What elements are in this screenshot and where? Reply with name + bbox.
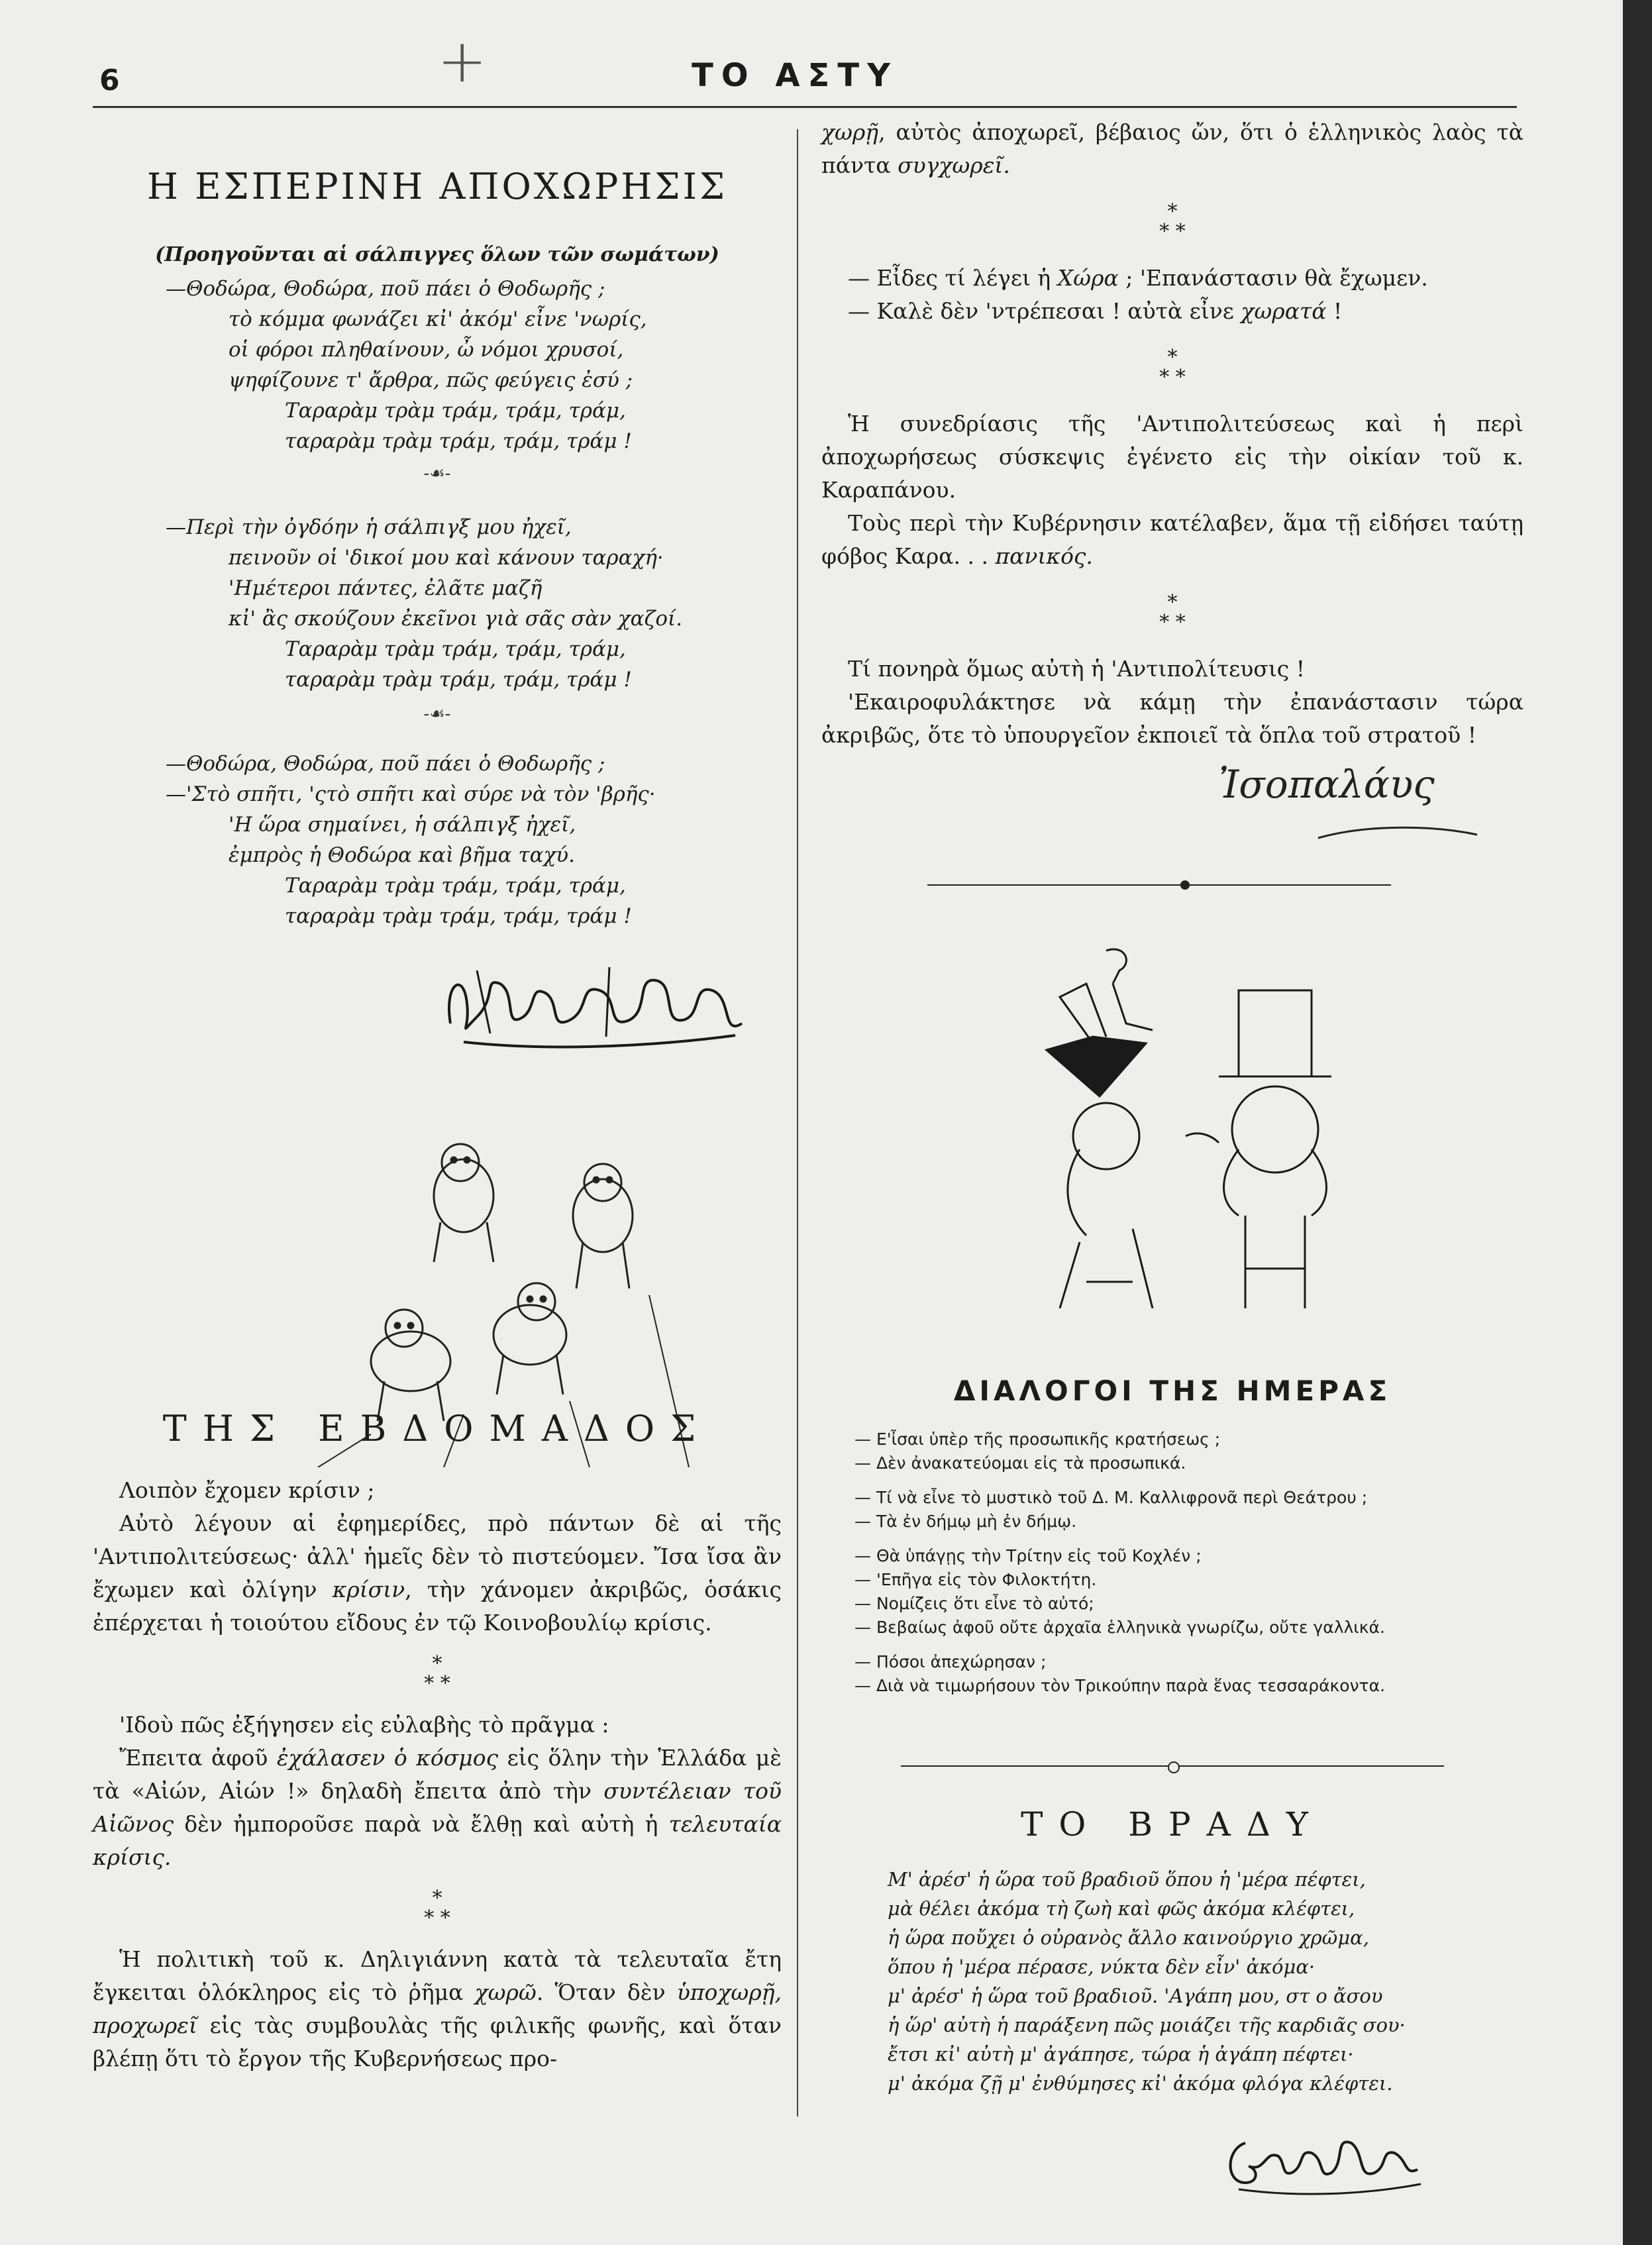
asterism: * * * [1159, 200, 1186, 243]
column-divider [797, 129, 798, 2116]
dialogue-line: — Νομίζεις ὅτι εἶνε τὸ αὐτό; [854, 1594, 1094, 1613]
paragraph: Τοὺς περὶ τὴν Κυβέρνησιν κατέλαβεν, ἅμα τῇ εἰδήσει ταύτῃ φόβος Καρα. . . πανικός. [821, 510, 1523, 569]
poem-title-text: Η ΕΣΠΕΡΙΝΗ ΑΠΟΧΩΡΗΣΙΣ [146, 166, 728, 207]
paragraph: 'Ιδοὺ πῶς ἐξήγησεν εἰς εὐλαβὴς τὸ πρᾶγμα : [119, 1712, 609, 1738]
section-title-week [93, 1408, 782, 1449]
poem-stanza-3 [166, 749, 656, 931]
poem-stanza-1 [166, 274, 647, 456]
section-divider [927, 884, 1391, 886]
dialogue-line: — Βεβαίως ἀφοῦ οὔτε ἀρχαῖα ἑλληνικὰ γνωρίζω, οὔτε γαλλικά. [854, 1618, 1385, 1637]
masthead: ΤΟ ΑΣΤΥ [692, 57, 898, 94]
poem-stanza-2 [166, 512, 682, 695]
poem-line: ταραρὰμ τρὰμ τράμ, τράμ, τράμ ! [285, 429, 632, 453]
poem-line: μ' ἀρέσ' ἡ ὥρα τοῦ βραδιοῦ. 'Αγάπη μου, στ ο ἄσου [888, 1985, 1383, 2007]
divider-dot [1168, 1761, 1180, 1773]
caricature-illustration [1020, 937, 1351, 1308]
header-rule [93, 106, 1517, 108]
poem-line: —Θοδώρα, Θοδώρα, ποῦ πάει ὁ Θοδωρῆς ; [166, 277, 605, 301]
poem-line: 'Ημέτεροι πάντες, ἐλᾶτε μαζῆ [229, 576, 542, 600]
ornament-divider: -☙- [423, 464, 451, 484]
dialogue-group [854, 1650, 1385, 1698]
signature-3 [1219, 2123, 1431, 2203]
week-title-text: ΤΗΣ ΕΒΔΟΜΑΔΟΣ [162, 1408, 712, 1449]
signature-1 [437, 957, 755, 1057]
dialogue-line: — Θὰ ὑπάγῃς τὴν Τρίτην εἰς τοῦ Κοχλέν ; [854, 1546, 1202, 1565]
paragraph: Ἡ συνεδρίασις τῆς 'Αντιπολιτεύσεως καὶ ἡ περὶ ἀποχωρήσεως σύσκεψις ἐγένετο εἰς τὴν οἰκίαν τοῦ κ. Καραπάνου. [821, 411, 1523, 503]
pencil-mark: + [437, 26, 488, 96]
poem-line: —'Στὸ σπῆτι, 'ςτὸ σπῆτι καὶ σύρε νὰ τὸν 'βρῆς· [166, 782, 656, 806]
dialogue-line: — Πόσοι ἀπεχώρησαν ; [854, 1652, 1047, 1671]
signature-2: Ἰσοπαλάυς [1219, 762, 1435, 807]
evening-title [821, 1805, 1523, 1844]
dialogue-line: — 'Επῆγα εἰς τὸν Φιλοκτήτη. [854, 1570, 1097, 1589]
paragraph: Ἡ πολιτικὴ τοῦ κ. Δηλιγιάννη κατὰ τὰ τελευταῖα ἔτη ἔγκειται ὁλόκληρος εἰς τὸ ῥῆμα χωρῶ. Ὅταν δὲν ὑποχωρῇ, προχωρεῖ εἰς τὰς συμβουλὰς τῆς φιλικῆς φωνῆς, καὶ ὅταν βλέπῃ ὅτι τὸ ἔργον τῆς Κυβερνήσεως προ- [93, 1946, 782, 2071]
paragraph: Τί πονηρὰ ὅμως αὐτὴ ἡ 'Αντιπολίτευσις ! [848, 656, 1306, 682]
dialogue-line: — Τί νὰ εἶνε τὸ μυστικὸ τοῦ Δ. Μ. Καλλιφρονᾶ περὶ Θεάτρου ; [854, 1488, 1368, 1507]
poem-line: τὸ κόμμα φωνάζει κἰ' ἀκόμ' εἶνε 'νωρίς, [229, 307, 647, 331]
asterism: * * * [1159, 591, 1186, 634]
dialogues-title [821, 1375, 1523, 1407]
poem-line: ἡ ὥρ' αὐτὴ ἡ παράξενη πῶς μοιάζει τῆς καρδιᾶς σου· [888, 2014, 1406, 2036]
poem-line: ψηφίζουνε τ' ἄρθρα, πῶς φεύγεις ἐσύ ; [229, 368, 633, 392]
evening-poem [888, 1865, 1406, 2098]
dialogues-list [854, 1428, 1385, 1708]
signature-2-flourish [1312, 818, 1484, 845]
poem-line: Ταραρὰμ τρὰμ τράμ, τράμ, τράμ, [285, 874, 626, 898]
dialogues-title-text: ΔΙΑΛΟΓΟΙ ΤΗΣ ΗΜΕΡΑΣ [953, 1375, 1392, 1407]
poem-subtitle [93, 243, 782, 266]
poem-line: ταραρὰμ τρὰμ τράμ, τράμ, τράμ ! [285, 904, 632, 928]
page-number: 6 [99, 64, 120, 97]
divider-dot [1180, 880, 1190, 890]
dialogue-line: — Τὰ ἐν δήμῳ μὴ ἐν δήμῳ. [854, 1512, 1077, 1531]
poem-line: οἱ φόροι πληθαίνουν, ὦ νόμοι χρυσοί, [229, 338, 624, 362]
paragraph: — Καλὲ δὲν 'ντρέπεσαι ! αὐτὰ εἶνε χωρατά ! [848, 298, 1343, 324]
poem-line: —Θοδώρα, Θοδώρα, ποῦ πάει ὁ Θοδωρῆς ; [166, 752, 605, 776]
dialogue-group [854, 1428, 1385, 1475]
poem-line: 'Η ὥρα σημαίνει, ἡ σάλπιγξ ἠχεῖ, [229, 813, 576, 837]
poem-title [93, 166, 782, 207]
poem-line: —Περὶ τὴν ὀγδόην ἡ σάλπιγξ μου ἠχεῖ, [166, 515, 572, 539]
dialogue-line: — Ε'ἶσαι ὑπὲρ τῆς προσωπικῆς κρατήσεως ; [854, 1430, 1221, 1449]
asterism: * * * [424, 1887, 450, 1930]
asterism: * * * [1159, 346, 1186, 389]
paragraph: χωρῇ, αὐτὸς ἀποχωρεῖ, βέβαιος ὤν, ὅτι ὁ ἑλληνικὸς λαὸς τὰ πάντα συγχωρεῖ. [821, 119, 1523, 178]
poem-line: πεινοῦν οἱ 'δικοί μου καὶ κάνουν ταραχή· [229, 546, 664, 570]
paragraph: Αὐτὸ λέγουν αἱ ἐφημερίδες, πρὸ πάντων δὲ αἱ τῆς 'Αντιπολιτεύσεως· ἀλλ' ἡμεῖς δὲν τὸ πιστεύομεν. Ἴσα ἴσα ἂν ἔχωμεν καὶ ὀλίγην κρίσιν, τὴν χάνομεν ἀκριβῶς, ὁσάκις ἐπέρχεται ἡ τοιούτου εἴδους ἐν τῷ Κοινοβουλίῳ κρίσις. [93, 1510, 782, 1636]
poem-line: μὰ θέλει ἀκόμα τὴ ζωὴ καὶ φῶς ἀκόμα κλέφτει, [888, 1897, 1355, 1920]
dialogue-line: — Διὰ νὰ τιμωρήσουν τὸν Τρικούπην παρὰ ἕνας τεσσαράκοντα. [854, 1676, 1386, 1695]
week-article-continued [821, 116, 1523, 752]
paragraph: Λοιπὸν ἔχομεν κρίσιν ; [119, 1477, 375, 1503]
paragraph: Ἔπειτα ἀφοῦ ἐχάλασεν ὁ κόσμος εἰς ὅλην τὴν Ἑλλάδα μὲ τὰ «Αἰών, Αἰών !» δηλαδὴ ἔπειτα ἀπὸ τὴν συντέλειαν τοῦ Αἰῶνος δὲν ἠμποροῦσε παρὰ νὰ ἔλθῃ καὶ αὐτὴ ἡ τελευταία κρίσις. [93, 1745, 782, 1870]
poem-line: ἡ ὥρα ποὔχει ὁ οὐρανὸς ἄλλο καινούργιο χρῶμα, [888, 1926, 1369, 1949]
paragraph: — Εἶδες τί λέγει ἡ Χώρα ; 'Επανάστασιν θὰ ἔχωμεν. [848, 265, 1428, 291]
dialogue-line: — Δὲν ἀνακατεύομαι εἰς τὰ προσωπικά. [854, 1453, 1186, 1473]
poem-line: ὅπου ἡ 'μέρα πέρασε, νύκτα δὲν εἶν' ἀκόμα· [888, 1956, 1316, 1978]
dialogue-group [854, 1544, 1385, 1640]
poem-line: ἐμπρὸς ἡ Θοδώρα καὶ βῆμα ταχύ. [229, 843, 575, 867]
poem-line: Ταραρὰμ τρὰμ τράμ, τράμ, τράμ, [285, 399, 626, 423]
poem-line: Ταραρὰμ τρὰμ τράμ, τράμ, τράμ, [285, 637, 626, 661]
paragraph: 'Εκαιροφυλάκτησε νὰ κάμῃ τὴν ἐπανάστασιν τώρα ἀκριβῶς, ὅτε τὸ ὑπουργεῖον ἐκποιεῖ τὰ ὅπλα τοῦ στρατοῦ ! [821, 689, 1523, 748]
asterism: * * * [424, 1652, 450, 1695]
week-article [93, 1474, 782, 2075]
ornament-divider: -☙- [423, 704, 451, 724]
poem-line: κἰ' ἂς σκούζουν ἐκεῖνοι γιὰ σᾶς σὰν χαζοί. [229, 607, 683, 631]
scan-edge [1623, 0, 1652, 2245]
poem-line: ταραρὰμ τρὰμ τράμ, τράμ, τράμ ! [285, 668, 632, 692]
poem-line: Μ' ἀρέσ' ἡ ὥρα τοῦ βραδιοῦ ὅπου ἡ 'μέρα πέφτει, [888, 1868, 1366, 1891]
poem-line: μ' ἀκόμα ζῇ μ' ἐνθύμησες κἰ' ἀκόμα φλόγα κλέφτει. [888, 2072, 1393, 2095]
dialogue-group [854, 1486, 1385, 1534]
evening-title-text: ΤΟ ΒΡΑΔΥ [1021, 1805, 1324, 1844]
poem-subtitle-text: (Προηγοῦνται αἱ σάλπιγγες ὅλων τῶν σωμάτων) [155, 243, 719, 266]
poem-line: ἔτσι κἰ' αὐτὴ μ' ἀγάπησε, τώρα ἡ ἀγάπη πέφτει· [888, 2043, 1354, 2065]
